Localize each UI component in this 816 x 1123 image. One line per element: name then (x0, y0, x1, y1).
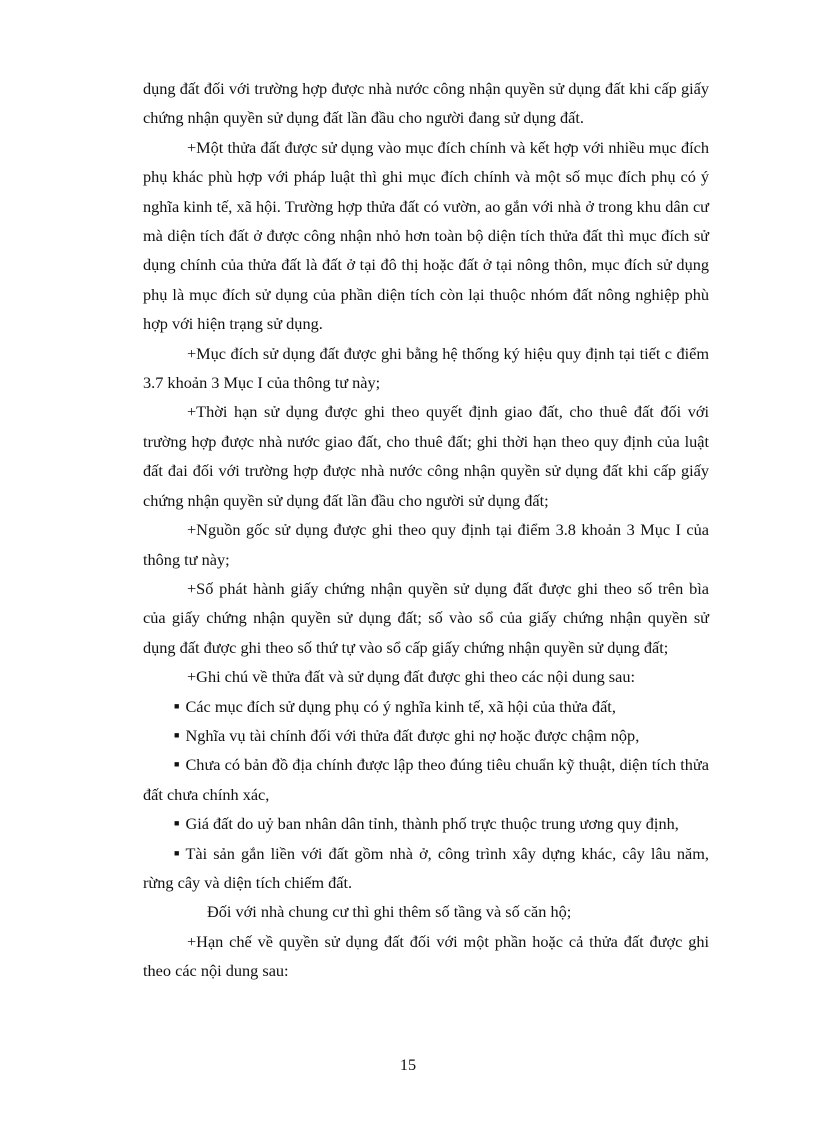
page-number: 15 (399, 1055, 417, 1074)
paragraph-purpose-symbols: +Mục đích sử dụng đất được ghi bằng hệ thống ký hiệu quy định tại tiết c điểm 3.7 khoản 3 Mục I của thông tư này; (143, 343, 709, 393)
bullet-square-icon: ■ (174, 818, 180, 829)
bullet-text: Nghĩa vụ tài chính đối với thửa đất được ghi nợ hoặc được chậm nộp, (185, 725, 640, 745)
bullet-square-icon: ■ (174, 700, 180, 711)
bullet-item (143, 721, 709, 750)
document-body (143, 74, 709, 986)
bullet-square-icon: ■ (174, 759, 180, 770)
bullet-item (143, 692, 709, 721)
bullet-square-icon: ■ (174, 729, 180, 740)
bullet-square-icon: ■ (174, 847, 180, 858)
paragraph-apartment-note: Đối với nhà chung cư thì ghi thêm số tầng và số căn hộ; (207, 902, 572, 922)
bullet-text: Các mục đích sử dụng phụ có ý nghĩa kinh tế, xã hội của thửa đất, (185, 696, 616, 716)
paragraph-restrictions: +Hạn chế về quyền sử dụng đất đối với một phần hoặc cả thửa đất được ghi theo các nội dung sau: (143, 931, 709, 981)
bullet-text: Chưa có bản đồ địa chính được lập theo đúng tiêu chuẩn kỹ thuật, diện tích thửa đất chưa chính xác, (143, 755, 709, 804)
bullet-item (143, 839, 709, 898)
bullet-text: Giá đất do uỷ ban nhân dân tỉnh, thành phố trực thuộc trung ương quy định, (185, 814, 679, 834)
paragraph-usage-term: +Thời hạn sử dụng được ghi theo quyết định giao đất, cho thuê đất đối với trường hợp được nhà nước giao đất, cho thuê đất; ghi thời hạn theo quy định của luật đất đai đối với trường hợp được nhà nước công nhận quyền sử dụng đất khi cấp giấy chứng nhận quyền sử dụng đất lần đầu cho người sử dụng đất; (143, 402, 709, 510)
paragraph-continuation: dụng đất đối với trường hợp được nhà nước công nhận quyền sử dụng đất khi cấp giấy chứng nhận quyền sử dụng đất lần đầu cho người đang sử dụng đất. (143, 79, 709, 128)
bullet-text: Tài sản gắn liền với đất gồm nhà ở, công trình xây dựng khác, cây lâu năm, rừng cây và diện tích chiếm đất. (143, 843, 709, 892)
paragraph-usage-origin: +Nguồn gốc sử dụng được ghi theo quy định tại điểm 3.8 khoản 3 Mục I của thông tư này; (143, 520, 709, 569)
bullet-item (143, 809, 709, 838)
paragraph-certificate-number: +Số phát hành giấy chứng nhận quyền sử dụng đất được ghi theo số trên bìa của giấy chứng nhận quyền sử dụng đất; số vào sổ của giấy chứng nhận quyền sử dụng đất được ghi theo số thứ tự vào sổ cấp giấy chứng nhận quyền sử dụng đất; (143, 578, 709, 657)
paragraph-notes-intro: +Ghi chú về thửa đất và sử dụng đất được ghi theo các nội dung sau: (187, 667, 636, 687)
paragraph-main-purpose: +Một thửa đất được sử dụng vào mục đích chính và kết hợp với nhiều mục đích phụ khác phù hợp với pháp luật thì ghi mục đích chính và một số mục đích phụ có ý nghĩa kinh tế, xã hội. Trường hợp thửa đất có vườn, ao gắn với nhà ở trong khu dân cư mà diện tích đất ở được công nhận nhỏ hơn toàn bộ diện tích thửa đất thì mục đích sử dụng chính của thửa đất là đất ở tại đô thị hoặc đất ở tại nông thôn, mục đích sử dụng phụ là mục đích sử dụng của phần diện tích còn lại thuộc nhóm đất nông nghiệp phù hợp với hiện trạng sử dụng. (143, 137, 709, 334)
bullet-item (143, 750, 709, 809)
